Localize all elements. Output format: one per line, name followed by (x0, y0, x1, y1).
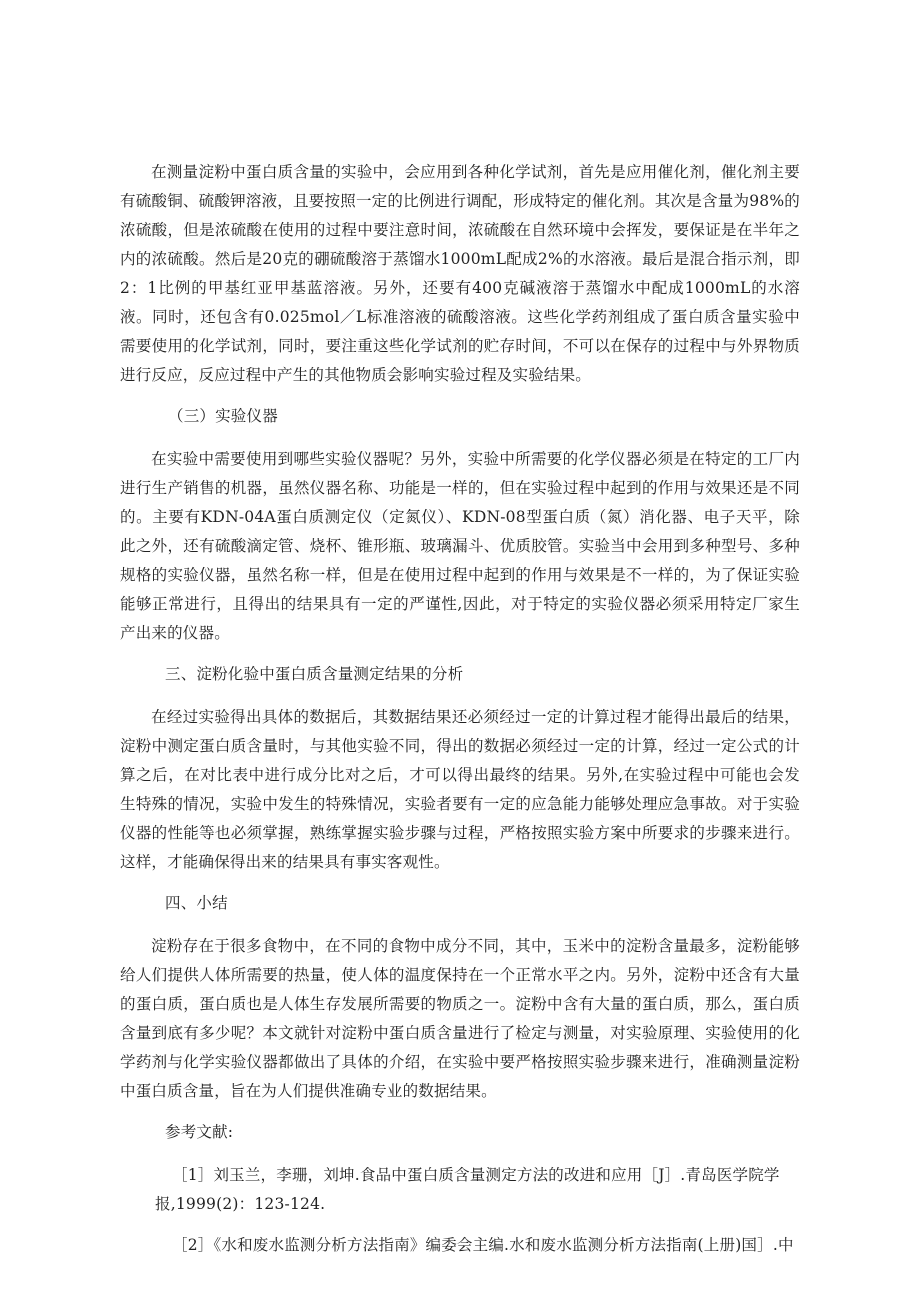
heading-summary: 四、小结 (165, 894, 228, 912)
heading-analysis: 三、淀粉化验中蛋白质含量测定结果的分析 (165, 665, 464, 683)
reference-1 (120, 1161, 800, 1219)
reference-1-line-1: ［1］刘玉兰，李珊，刘坤.食品中蛋白质含量测定方法的改进和应用［J］.青岛医学院学 (172, 1166, 780, 1184)
reference-2: ［2］《水和废水监测分析方法指南》编委会主编.水和废水监测分析方法指南(上册)国］.中 (172, 1236, 794, 1254)
paragraph-summary: 淀粉存在于很多食物中，在不同的食物中成分不同，其中，玉米中的淀粉含量最多，淀粉能够给人们提供人体所需要的热量，使人体的温度保持在一个正常水平之内。另外，淀粉中还含有大量的蛋白质，蛋白质也是人体生存发展所需要的物质之一。淀粉中含有大量的蛋白质，那么，蛋白质含量到底有多少呢？本文就针对淀粉中蛋白质含量进行了检定与测量，对实验原理、实验使用的化学药剂与化学实验仪器都做出了具体的介绍，在实验中要严格按照实验步骤来进行，准确测量淀粉中蛋白质含量，旨在为人们提供准确专业的数据结果。 (120, 937, 800, 1100)
heading-instruments: （三）实验仪器 (168, 407, 278, 425)
paragraph-analysis: 在经过实验得出具体的数据后，其数据结果还必须经过一定的计算过程才能得出最后的结果，淀粉中测定蛋白质含量时，与其他实验不同，得出的数据必须经过一定的计算，经过一定公式的计算之后，在对比表中进行成分比对之后，才可以得出最终的结果。另外,在实验过程中可能也会发生特殊的情况，实验中发生的特殊情况，实验者要有一定的应急能力能够处理应急事故。对于实验仪器的性能等也必须掌握，熟练掌握实验步骤与过程，严格按照实验方案中所要求的步骤来进行。这样，才能确保得出来的结果具有事实客观性。 (120, 708, 800, 871)
reference-1-line-2: 报,1999(2)：123-124. (155, 1195, 326, 1213)
document-page (120, 158, 800, 1272)
paragraph-reagents: 在测量淀粉中蛋白质含量的实验中，会应用到各种化学试剂，首先是应用催化剂，催化剂主要有硫酸铜、硫酸钾溶液，且要按照一定的比例进行调配，形成特定的催化剂。其次是含量为98%的浓硫酸，但是浓硫酸在使用的过程中要注意时间，浓硫酸在自然环境中会挥发，要保证是在半年之内的浓硫酸。然后是20克的硼硫酸溶于蒸馏水1000mL配成2%的水溶液。最后是混合指示剂，即2：1比例的甲基红亚甲基蓝溶液。另外，还要有400克碱液溶于蒸馏水中配成1000mL的水溶液。同时，还包含有0.025mol／L标准溶液的硫酸溶液。这些化学药剂组成了蛋白质含量实验中需要使用的化学试剂，同时，要注重这些化学试剂的贮存时间，不可以在保存的过程中与外界物质进行反应，反应过程中产生的其他物质会影响实验过程及实验结果。 (120, 163, 800, 384)
paragraph-instruments: 在实验中需要使用到哪些实验仪器呢？另外，实验中所需要的化学仪器必须是在特定的工厂内进行生产销售的机器，虽然仪器名称、功能是一样的，但在实验过程中起到的作用与效果还是不同的。主要有KDN-04A蛋白质测定仪（定氮仪）、KDN-08型蛋白质（氮）消化器、电子天平，除此之外，还有硫酸滴定管、烧杯、锥形瓶、玻璃漏斗、优质胶管。实验当中会用到多种型号、多种规格的实验仪器，虽然名称一样，但是在使用过程中起到的作用与效果是不一样的，为了保证实验能够正常进行，且得出的结果具有一定的严谨性,因此，对于特定的实验仪器必须采用特定厂家生产出来的仪器。 (120, 450, 800, 642)
heading-references: 参考文献: (165, 1123, 234, 1141)
